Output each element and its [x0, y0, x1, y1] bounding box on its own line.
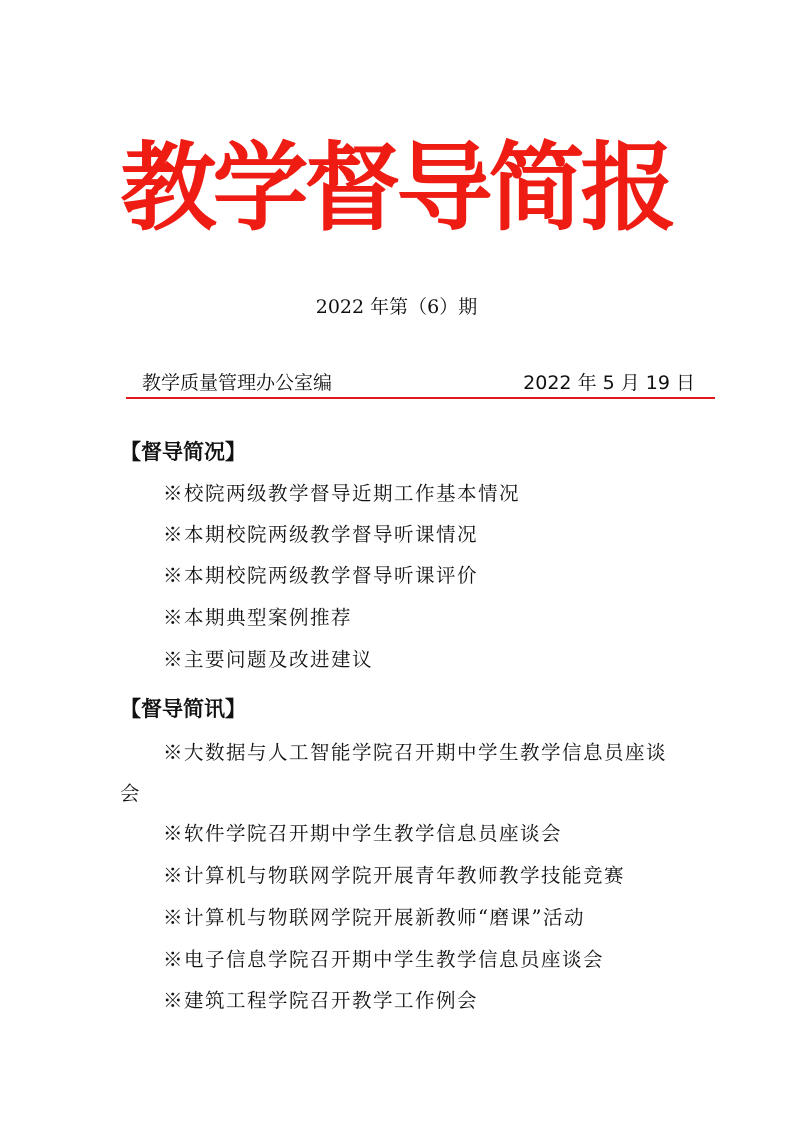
- list-item: ※主要问题及改进建议: [163, 648, 374, 671]
- list-item: ※本期校院两级教学督导听课情况: [163, 523, 479, 546]
- list-item: ※大数据与人工智能学院召开期中学生教学信息员座谈会: [120, 741, 668, 805]
- list-item: ※计算机与物联网学院开展青年教师教学技能竞赛: [163, 864, 626, 887]
- masthead-title: 教学督导简报: [120, 132, 673, 244]
- list-item: ※本期典型案例推荐: [163, 606, 353, 629]
- list-item: ※软件学院召开期中学生教学信息员座谈会: [163, 822, 563, 845]
- list-item: ※电子信息学院召开期中学生教学信息员座谈会: [163, 948, 605, 971]
- section-heading-overview: 【督导简况】: [120, 439, 246, 464]
- list-item: ※建筑工程学院召开教学工作例会: [163, 989, 479, 1012]
- editor-line: 教学质量管理办公室编: [142, 372, 333, 394]
- header-divider: [126, 397, 715, 399]
- section-heading-news: 【督导简讯】: [120, 696, 246, 721]
- list-item: ※计算机与物联网学院开展新教师“磨课”活动: [163, 906, 585, 929]
- issue-number: 2022 年第（6）期: [315, 296, 478, 318]
- list-item: ※校院两级教学督导近期工作基本情况: [163, 482, 521, 505]
- list-item: ※本期校院两级教学督导听课评价: [163, 564, 479, 587]
- publish-date: 2022 年 5 月 19 日: [523, 372, 695, 394]
